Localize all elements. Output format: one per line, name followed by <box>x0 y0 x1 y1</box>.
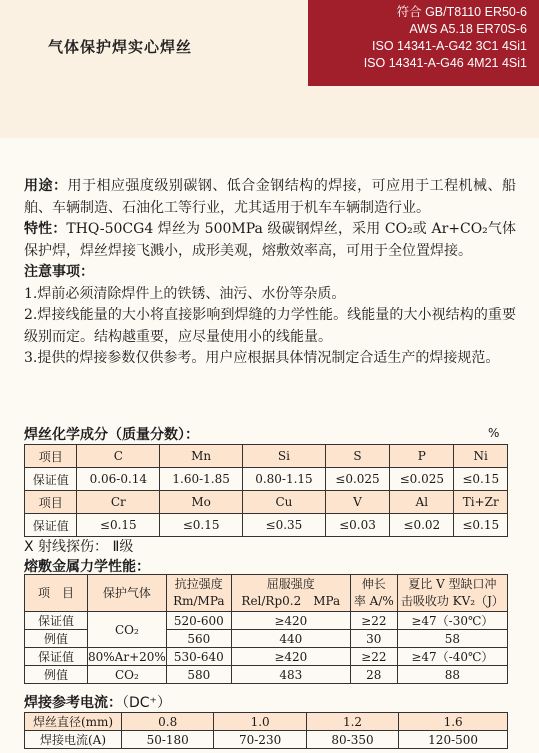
table-cell: P <box>390 445 454 468</box>
table-cell: Cu <box>243 491 326 514</box>
table-cell <box>231 575 350 612</box>
table-row <box>25 713 508 731</box>
page-title: 气体保护焊实心焊丝 <box>48 38 193 56</box>
weld-title-text: 焊接参考电流： <box>24 695 122 711</box>
standard-line: ISO 14341-A-G46 4M21 4Si1 <box>363 56 527 70</box>
table-cell: 例值 <box>25 630 88 648</box>
table-cell: V <box>325 491 389 514</box>
table-cell: 例值 <box>25 666 88 684</box>
table-cell: 58 <box>397 630 507 648</box>
table-cell: 保证值 <box>25 612 88 630</box>
table-row <box>25 575 508 612</box>
usage-label: 用途： <box>24 178 68 194</box>
note-item: 1.焊前必须清除焊件上的铁锈、油污、水份等杂质。 <box>24 285 346 302</box>
weld-dc: （DC⁺） <box>122 695 171 711</box>
table-cell: ≤0.02 <box>390 514 454 537</box>
table-cell <box>166 575 231 612</box>
standard-line: AWS A5.18 ER70S-6 <box>409 22 527 36</box>
table-cell: 1.60-1.85 <box>160 468 243 491</box>
usage-text: 用于相应强度级别碳钢、低合金钢结构的焊接，可应用于工程机械、船舶、车辆制造、石油化工等行业，尤其适用于机车车辆制造行业。 <box>24 178 517 216</box>
features-label: 特性： <box>24 221 67 237</box>
table-cell: 项 目 <box>25 575 88 612</box>
chem-table <box>24 444 508 537</box>
table-cell: 88 <box>397 666 507 684</box>
notes-label: 注意事项： <box>24 264 94 280</box>
weld-table <box>24 712 508 749</box>
table-cell: Cr <box>77 491 160 514</box>
table-cell: 580 <box>166 666 231 684</box>
table-row <box>25 491 508 514</box>
note-item: 2.焊接线能量的大小将直接影响到焊缝的力学性能。线能量的大小视结构的重要级别而定。结构越重要，应尽量使用小的线能量。 <box>24 307 516 345</box>
table-cell: Ni <box>454 445 508 468</box>
table-cell: Ti+Zr <box>454 491 508 514</box>
table-cell: ≥47（-30℃） <box>397 612 507 630</box>
table-row <box>25 445 508 468</box>
table-cell: 483 <box>231 666 350 684</box>
table-cell: 焊接电流(A) <box>25 731 122 749</box>
table-cell: 0.06-0.14 <box>77 468 160 491</box>
mech-title: 熔敷金属力学性能： <box>24 559 150 575</box>
table-cell: Mo <box>160 491 243 514</box>
table-cell: ≥420 <box>231 612 350 630</box>
header-line: 抗拉强度 <box>174 577 223 591</box>
weld-title <box>24 692 171 712</box>
table-row <box>25 648 508 666</box>
table-cell: 530-640 <box>166 648 231 666</box>
table-cell: 520-600 <box>166 612 231 630</box>
table-cell: S <box>325 445 389 468</box>
header-line: 击吸收功 KV₂（J） <box>400 594 504 608</box>
table-cell: 1.2 <box>306 713 398 731</box>
table-cell: ≤0.025 <box>390 468 454 491</box>
table-cell: 保证值 <box>25 648 88 666</box>
table-cell: C <box>77 445 160 468</box>
usage-paragraph <box>24 176 516 219</box>
table-cell: ≤0.35 <box>243 514 326 537</box>
table-row <box>25 514 508 537</box>
table-cell <box>397 575 507 612</box>
features-text: THQ-50CG4 焊丝为 500MPa 级碳钢焊丝，采用 CO₂或 Ar+CO₂气体保护焊，焊丝焊接飞溅小，成形美观，熔敷效率高，可用于全位置焊接。 <box>24 221 517 259</box>
chem-unit: % <box>488 426 500 440</box>
table-cell: 80-350 <box>306 731 398 749</box>
table-cell: ≤0.15 <box>454 468 508 491</box>
table-cell: 项目 <box>25 445 77 468</box>
table-cell: 焊丝直径(mm) <box>25 713 122 731</box>
standards-box <box>308 0 539 86</box>
mech-table <box>24 574 508 684</box>
standard-line: ISO 14341-A-G42 3C1 4Si1 <box>372 39 527 53</box>
table-cell: 1.0 <box>214 713 306 731</box>
table-cell: 560 <box>166 630 231 648</box>
table-cell: ≤0.025 <box>325 468 389 491</box>
table-cell: ≤0.15 <box>454 514 508 537</box>
standard-line: 符合 GB/T8110 ER50-6 <box>396 5 527 19</box>
table-cell: ≥22 <box>350 612 397 630</box>
chem-title: 焊丝化学成分（质量分数）： <box>24 427 199 443</box>
table-cell: ≤0.15 <box>77 514 160 537</box>
header-line: 夏比 V 型缺口冲 <box>408 577 497 591</box>
table-cell: ≤0.15 <box>160 514 243 537</box>
table-row <box>25 731 508 749</box>
table-cell: ≥420 <box>231 648 350 666</box>
table-cell: 30 <box>350 630 397 648</box>
table-cell: ≥22 <box>350 648 397 666</box>
table-cell: 保证值 <box>25 468 77 491</box>
table-cell: 70-230 <box>214 731 306 749</box>
table-cell: 保护气体 <box>88 575 167 612</box>
header-line: 伸长 <box>361 577 386 591</box>
features-paragraph <box>24 219 516 262</box>
table-cell: 50-180 <box>122 731 214 749</box>
table-cell: 120-500 <box>399 731 508 749</box>
table-cell: 0.80-1.15 <box>243 468 326 491</box>
table-cell: CO₂ <box>88 612 167 648</box>
header-line: Rel/Rp0.2 MPa <box>241 594 341 608</box>
table-cell: 28 <box>350 666 397 684</box>
table-cell: Si <box>243 445 326 468</box>
table-cell: 1.6 <box>399 713 508 731</box>
table-row <box>25 666 508 684</box>
table-cell: Al <box>390 491 454 514</box>
header-line: Rm/MPa <box>173 594 225 608</box>
table-row <box>25 468 508 491</box>
table-cell: ≥47（-40℃） <box>397 648 507 666</box>
description <box>24 176 516 370</box>
table-cell: 项目 <box>25 491 77 514</box>
header-line: 率 A/% <box>353 594 394 608</box>
table-cell: ≤0.03 <box>325 514 389 537</box>
header-line: 屈服强度 <box>266 577 315 591</box>
table-cell: 0.8 <box>122 713 214 731</box>
table-cell: 80%Ar+20% <box>88 649 166 664</box>
note-item: 3.提供的焊接参数仅供参考。用户应根据具体情况制定合适生产的焊接规范。 <box>24 350 500 366</box>
table-cell: 440 <box>231 630 350 648</box>
xray-grade: X 射线探伤： Ⅱ级 <box>24 539 134 555</box>
table-cell: CO₂ <box>88 666 167 684</box>
table-cell <box>350 575 397 612</box>
table-cell: Mn <box>160 445 243 468</box>
table-cell: 保证值 <box>25 514 77 537</box>
table-row <box>25 612 508 630</box>
